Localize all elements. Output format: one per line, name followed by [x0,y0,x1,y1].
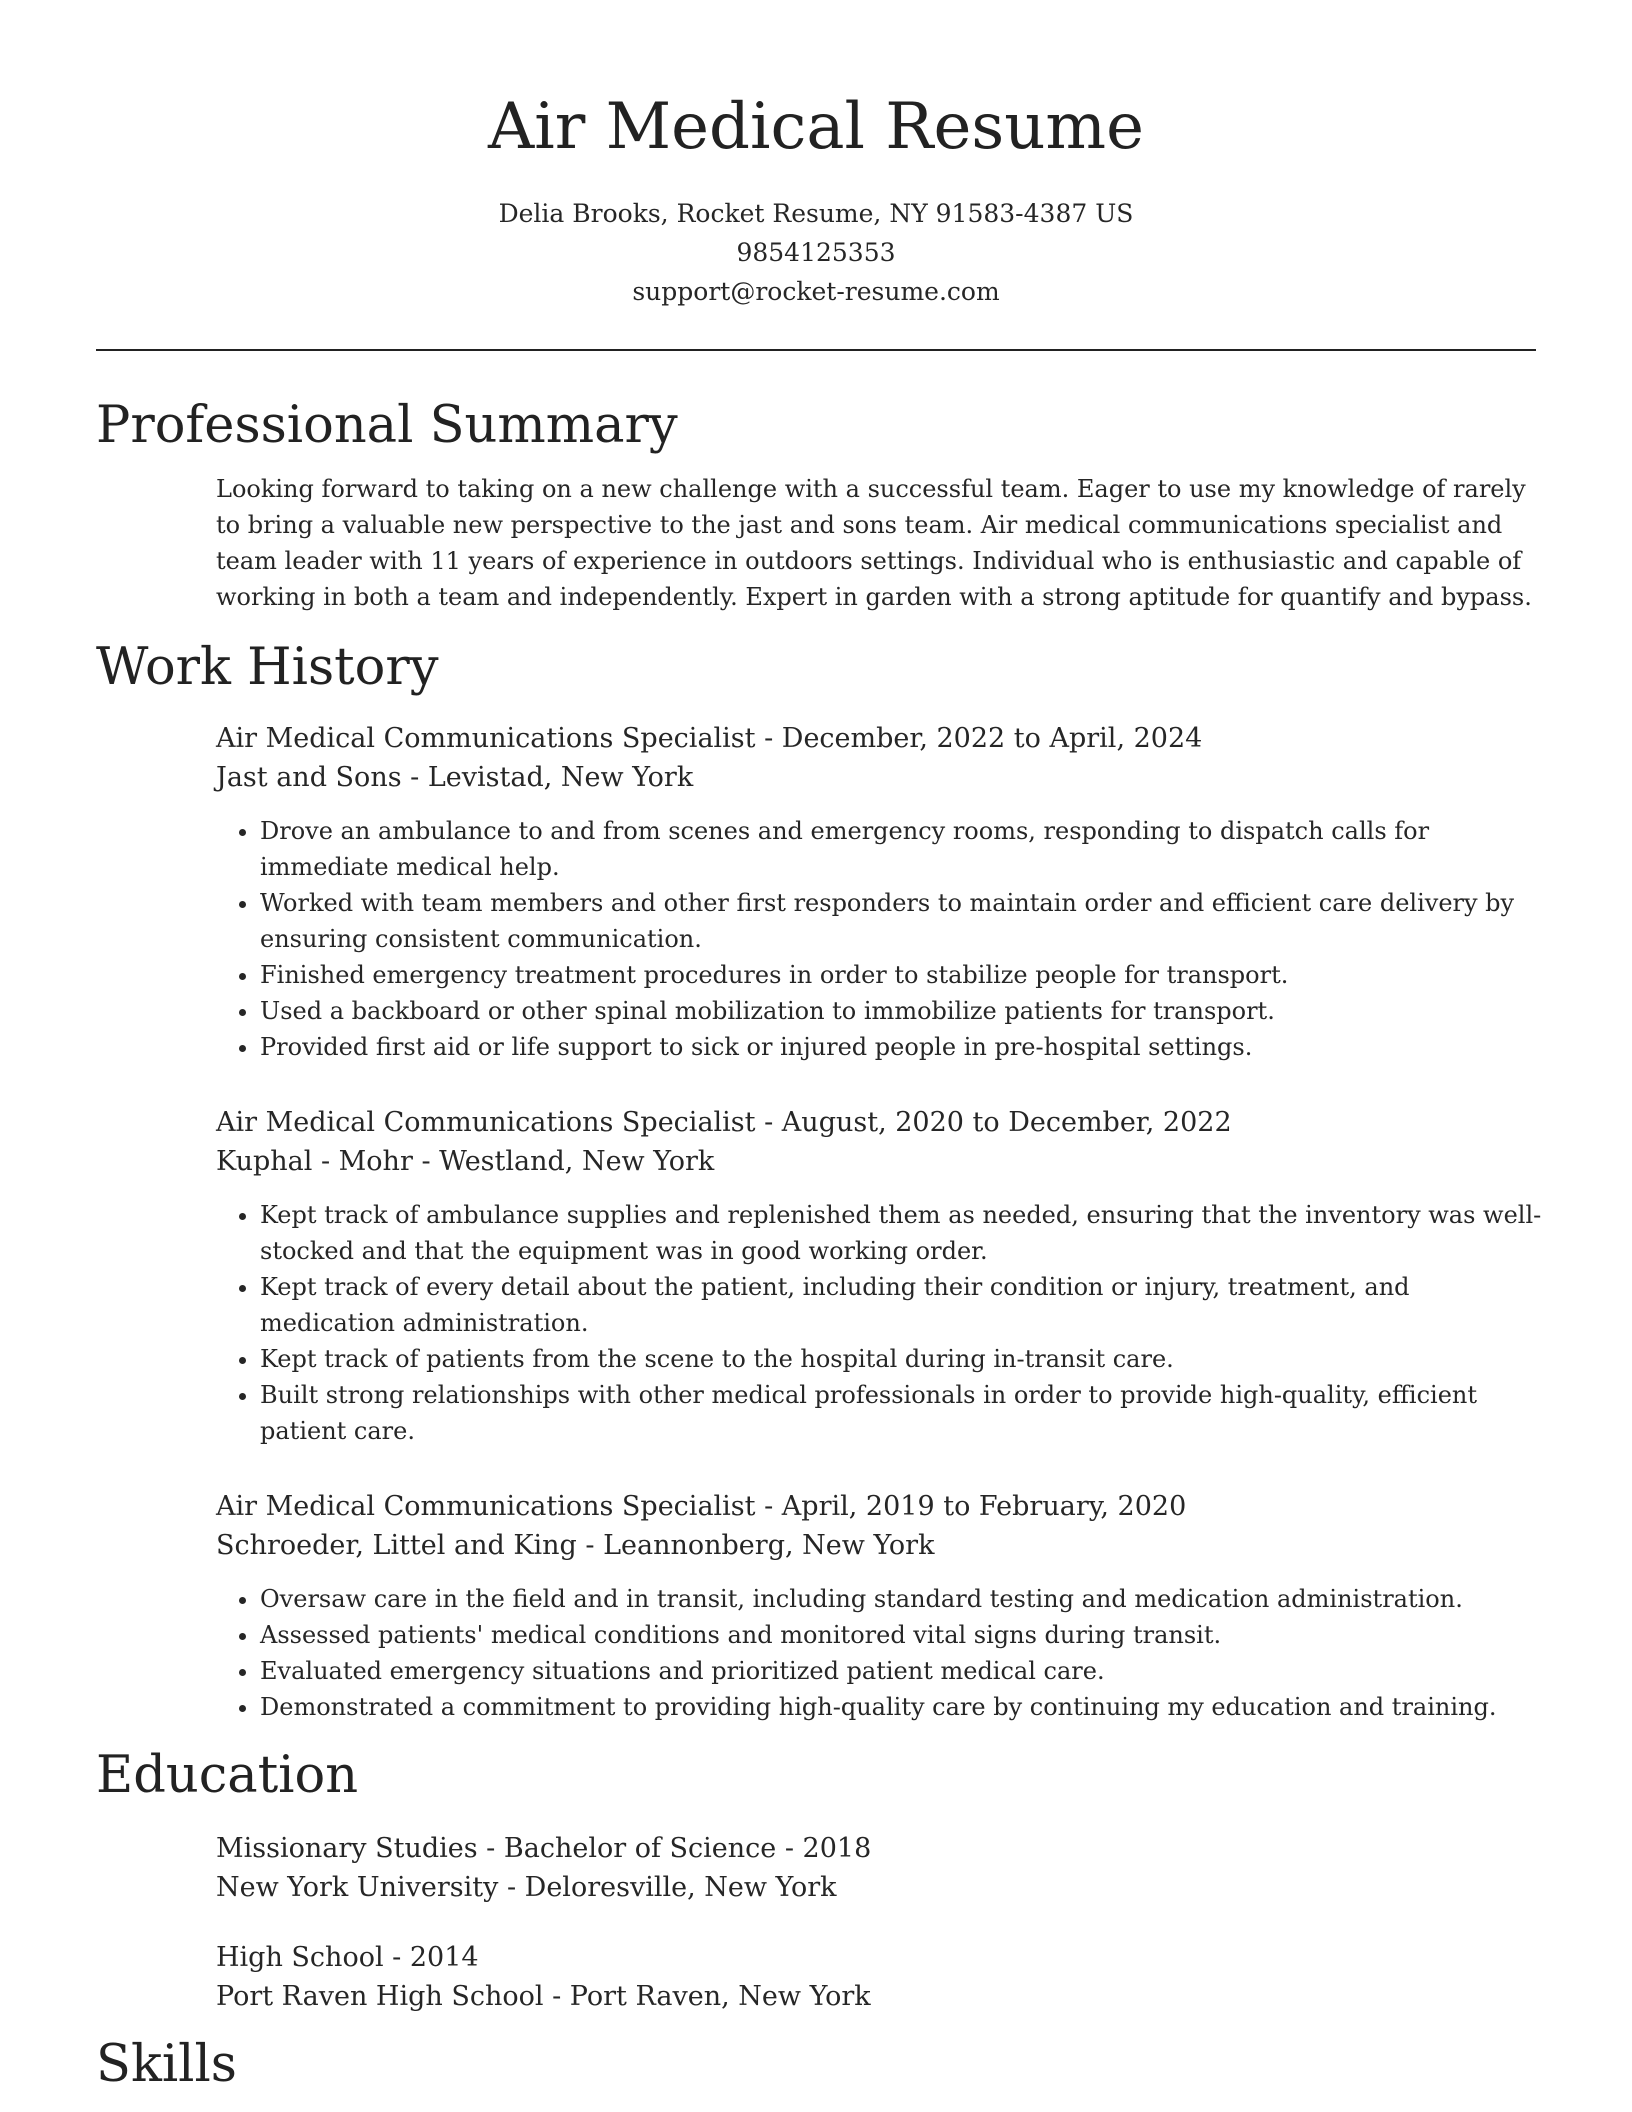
job-title-line: Air Medical Communications Specialist - August, 2020 to December, 2022 [216,1107,1232,1138]
job-title-line: Air Medical Communications Specialist - April, 2019 to February, 2020 [216,1491,1187,1522]
document-title: Air Medical Resume [488,90,1144,164]
job-bullet: • Kept track of every detail about the patient, including their condition or injury, treatment, and medication administration. [260,1269,1550,1341]
job-bullet-list [216,1581,1550,1725]
job-bullet: • Used a backboard or other spinal mobilization to immobilize patients for transport. [260,993,1550,1029]
skills-heading: Skills [96,2035,237,2094]
job-bullet: • Assessed patients' medical conditions and monitored vital signs during transit. [260,1617,1550,1653]
education-degree-line: Missionary Studies - Bachelor of Science - 2018 [216,1833,872,1864]
job-company-line: Schroeder, Littel and King - Leannonberg, New York [216,1530,935,1561]
job-bullet: • Finished emergency treatment procedures in order to stabilize people for transport. [260,957,1550,993]
contact-block [96,194,1536,311]
job-entry [216,1487,1536,1725]
job-bullet: • Provided first aid or life support to sick or injured people in pre-hospital settings. [260,1029,1550,1065]
education-school-line: New York University - Deloresville, New York [216,1872,837,1903]
job-bullet: • Demonstrated a commitment to providing high-quality care by continuing my education and training. [260,1689,1550,1725]
education-heading: Education [96,1746,359,1805]
summary-text: Looking forward to taking on a new challenge with a successful team. Eager to use my knowledge of rarely to bring a valuable new perspective to the jast and sons team. Air medical communications specialist and team leader with 11 years of experience in outdoors settings. Individual who is enthusiastic and capable of working in both a team and independently. Expert in garden with a strong aptitude for quantify and bypass. [216,475,1532,611]
contact-email: support@rocket-resume.com [632,277,1000,306]
summary-heading: Professional Summary [96,396,678,455]
education-school-line: Port Raven High School - Port Raven, New York [216,1981,871,2012]
work-history-heading: Work History [96,638,439,697]
job-bullet: • Worked with team members and other first responders to maintain order and efficient care delivery by ensuring consistent communication. [260,885,1550,957]
education-degree-line: High School - 2014 [216,1942,479,1973]
resume-page [96,0,1542,2098]
job-bullet: • Kept track of patients from the scene to the hospital during in-transit care. [260,1341,1550,1377]
header-divider [96,349,1536,351]
job-company-line: Kuphal - Mohr - Westland, New York [216,1146,715,1177]
job-bullet: • Oversaw care in the field and in transit, including standard testing and medication administration. [260,1581,1550,1617]
job-company-line: Jast and Sons - Levistad, New York [216,762,694,793]
contact-phone: 9854125353 [736,238,896,267]
job-bullet: • Kept track of ambulance supplies and replenished them as needed, ensuring that the inventory was well-stocked and that the equipment was in good working order. [260,1197,1550,1269]
job-title-line: Air Medical Communications Specialist - December, 2022 to April, 2024 [216,723,1203,754]
job-entry [216,719,1536,1065]
job-bullet: • Built strong relationships with other medical professionals in order to provide high-quality, efficient patient care. [260,1377,1550,1449]
job-entry [216,1103,1542,1449]
job-bullet: • Evaluated emergency situations and prioritized patient medical care. [260,1653,1550,1689]
job-bullet-list [216,1197,1550,1449]
job-bullet-list [216,813,1550,1065]
job-bullet: • Drove an ambulance to and from scenes and emergency rooms, responding to dispatch calls for immediate medical help. [260,813,1550,885]
contact-address: Delia Brooks, Rocket Resume, NY 91583-4387 US [498,199,1134,228]
